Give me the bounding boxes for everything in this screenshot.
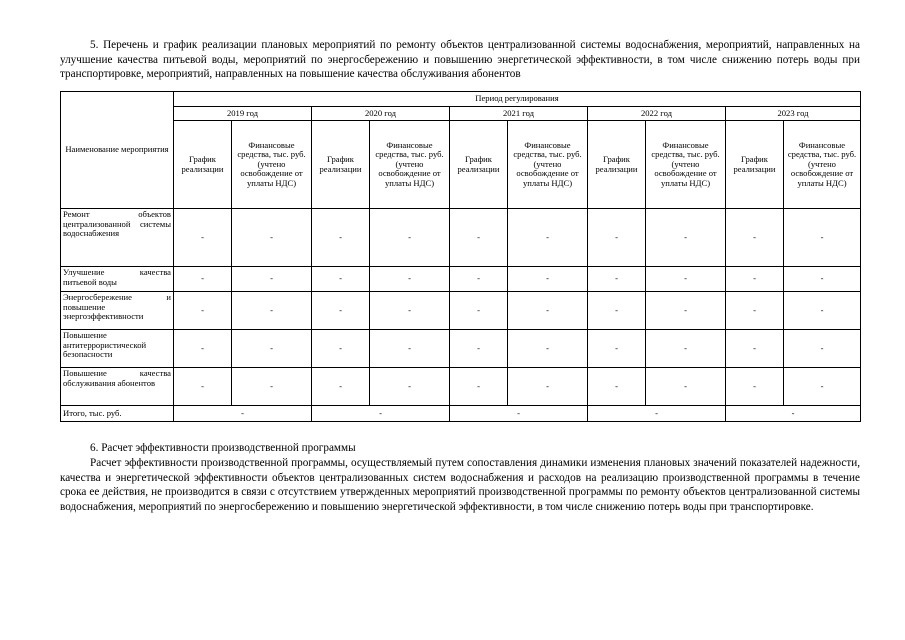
cell-value: -: [784, 292, 861, 330]
cell-value: -: [588, 330, 646, 368]
cell-value: -: [370, 209, 450, 267]
cell-value: -: [370, 330, 450, 368]
cell-value: -: [726, 267, 784, 292]
cell-value: -: [232, 330, 312, 368]
schedule-header: График реализации: [174, 121, 232, 209]
cell-value: -: [370, 292, 450, 330]
cell-value: -: [508, 209, 588, 267]
cell-value: -: [370, 267, 450, 292]
cell-value: -: [312, 368, 370, 406]
finance-header: Финансовые средства, тыс. руб. (учтено освобождение от уплаты НДС): [508, 121, 588, 209]
cell-value: -: [232, 209, 312, 267]
cell-value: -: [508, 330, 588, 368]
cell-value: -: [726, 368, 784, 406]
cell-value: -: [312, 267, 370, 292]
cell-value: -: [646, 368, 726, 406]
table-row: [61, 368, 861, 406]
year-header: 2021 год: [450, 107, 588, 121]
finance-header: Финансовые средства, тыс. руб. (учтено освобождение от уплаты НДС): [370, 121, 450, 209]
schedule-header: График реализации: [312, 121, 370, 209]
cell-value: -: [450, 330, 508, 368]
cell-value: -: [174, 292, 232, 330]
cell-value: -: [232, 267, 312, 292]
table-row: [61, 209, 861, 267]
cell-value: -: [726, 292, 784, 330]
cell-value: -: [450, 368, 508, 406]
cell-value: -: [174, 330, 232, 368]
cell-value: -: [784, 209, 861, 267]
cell-value: -: [450, 267, 508, 292]
total-value: -: [588, 406, 726, 422]
year-header: 2019 год: [174, 107, 312, 121]
row-name: Улучшение качества питьевой воды: [61, 267, 174, 292]
cell-value: -: [232, 292, 312, 330]
cell-value: -: [450, 209, 508, 267]
cell-value: -: [508, 267, 588, 292]
period-header: Период регулирования: [174, 92, 861, 107]
year-header: 2020 год: [312, 107, 450, 121]
cell-value: -: [646, 330, 726, 368]
year-header: 2023 год: [726, 107, 861, 121]
section-6-heading: 6. Расчет эффективности производственной программы: [90, 442, 356, 454]
row-name: Повышение качества обслуживания абонентов: [61, 368, 174, 406]
total-value: -: [450, 406, 588, 422]
cell-value: -: [174, 267, 232, 292]
row-name: Энергосбережение и повышение энергоэффективности: [61, 292, 174, 330]
cell-value: -: [784, 330, 861, 368]
cell-value: -: [588, 292, 646, 330]
cell-value: -: [370, 368, 450, 406]
total-value: -: [726, 406, 861, 422]
cell-value: -: [232, 368, 312, 406]
schedule-header: График реализации: [450, 121, 508, 209]
cell-value: -: [588, 209, 646, 267]
cell-value: -: [312, 330, 370, 368]
cell-value: -: [312, 209, 370, 267]
section-5-heading: 5. Перечень и график реализации плановых мероприятий по ремонту объектов централизованной системы водоснабжения, мероприятий, направленных на улучшение качества питьевой воды, мероприятий по энергосбережению и повышению энергетической эффективности, в том числе снижению потерь воды при транспортировке, мероприятий, направленных на повышение качества обслуживания абонентов: [60, 39, 860, 80]
cell-value: -: [588, 267, 646, 292]
cell-value: -: [646, 292, 726, 330]
schedule-header: График реализации: [588, 121, 646, 209]
cell-value: -: [508, 292, 588, 330]
total-row: [61, 406, 861, 422]
section-6-body: Расчет эффективности производственной программы, осуществляемый путем сопоставления динамики изменения плановых значений показателей надежности, качества и энергетической эффективности объектов централизованных систем водоснабжения и расходов на реализацию производственной программы в течение срока ее действия, не производится в связи с отсутствием утвержденных мероприятий производственной программы по ремонту объектов централизованной системы водоснабжения, мероприятий по энергосбережению и повышению энергетической эффективности, в том числе снижению потерь воды при транспортировке.: [60, 457, 860, 513]
col-name-header: Наименование мероприятия: [61, 92, 174, 209]
cell-value: -: [726, 330, 784, 368]
cell-value: -: [588, 368, 646, 406]
finance-header: Финансовые средства, тыс. руб. (учтено освобождение от уплаты НДС): [232, 121, 312, 209]
table-row: [61, 292, 861, 330]
cell-value: -: [508, 368, 588, 406]
total-label: Итого, тыс. руб.: [61, 406, 174, 422]
cell-value: -: [174, 368, 232, 406]
finance-header: Финансовые средства, тыс. руб. (учтено освобождение от уплаты НДС): [646, 121, 726, 209]
year-header: 2022 год: [588, 107, 726, 121]
measures-table: [60, 91, 861, 422]
total-value: -: [312, 406, 450, 422]
table-row: [61, 267, 861, 292]
cell-value: -: [174, 209, 232, 267]
cell-value: -: [784, 368, 861, 406]
cell-value: -: [312, 292, 370, 330]
total-value: -: [174, 406, 312, 422]
row-name: Ремонт объектов централизованной системы водоснабжения: [61, 209, 174, 267]
cell-value: -: [646, 267, 726, 292]
cell-value: -: [726, 209, 784, 267]
schedule-header: График реализации: [726, 121, 784, 209]
finance-header: Финансовые средства, тыс. руб. (учтено освобождение от уплаты НДС): [784, 121, 861, 209]
table-row: [61, 330, 861, 368]
cell-value: -: [450, 292, 508, 330]
cell-value: -: [784, 267, 861, 292]
row-name: Повышение антитеррористической безопасности: [61, 330, 174, 368]
cell-value: -: [646, 209, 726, 267]
